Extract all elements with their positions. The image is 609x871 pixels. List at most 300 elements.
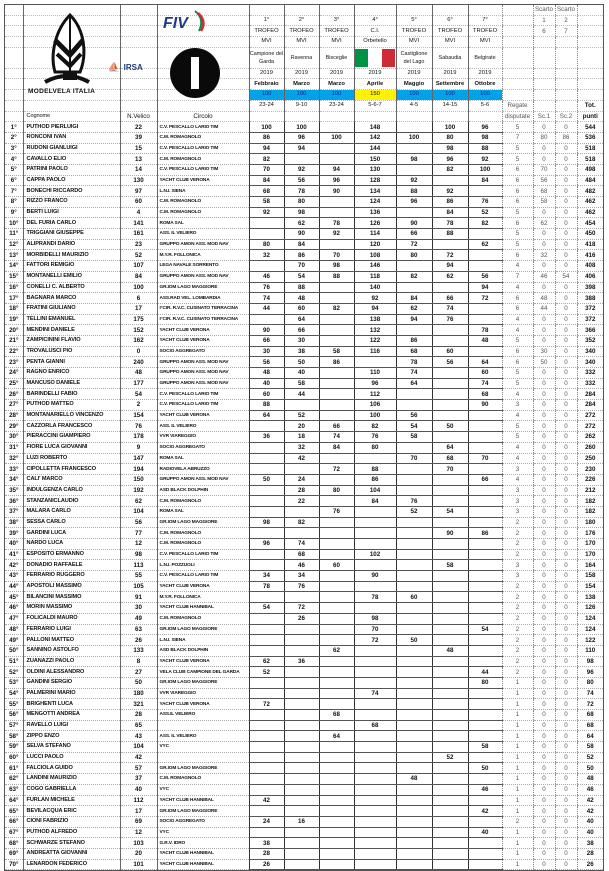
position: 62° [5,774,23,785]
cell [284,111,319,122]
race-4-score [354,763,396,774]
race-number: 5° [396,15,432,26]
sailor-name: CAPPA PAOLO [23,175,120,186]
race-1-score: 78 [249,581,284,592]
race-2-score: 60 [284,303,319,314]
races-sailed: 5 [502,143,533,154]
race-6-score: 60 [432,346,468,357]
discard-1: 0 [533,731,555,742]
position: 55° [5,699,23,710]
races-sailed: 1 [502,731,533,742]
race-2-score [284,859,319,870]
position: 65° [5,806,23,817]
race-4-score [354,795,396,806]
discard-2: 0 [555,806,577,817]
races-sailed: 1 [502,827,533,838]
race-5-score: 76 [396,496,432,507]
race-5-score [396,571,432,582]
race-4-score: 150 [354,154,396,165]
standings-row [5,528,603,539]
race-3-score: 72 [319,464,354,475]
race-5-score [396,731,432,742]
club: YACHT CLUB HANNIBAL [157,795,249,806]
position: 5° [5,164,23,175]
discard-2: 0 [555,624,577,635]
discard-1: 0 [533,784,555,795]
standings-row [5,688,603,699]
race-dates: 5-6-7 [354,100,396,111]
race-4-score: 80 [354,442,396,453]
sail-number: 8 [120,656,157,667]
race-1-score [249,218,284,229]
race-2-score: 56 [284,175,319,186]
sailor-name: BILANCINI MASSIMO [23,592,120,603]
sail-number: 50 [120,677,157,688]
cell [555,47,577,68]
modelvela-label: MODELVELA ITALIA [28,88,96,95]
race-1-score [249,485,284,496]
sailor-name: ZUANAZZI PAOLO [23,656,120,667]
race-3-score [319,859,354,870]
club: ROMA SAL [157,506,249,517]
race-6-score: 84 [432,207,468,218]
race-5-score [396,560,432,571]
race-2-score: 46 [284,560,319,571]
race-3-score [319,400,354,411]
position: 2° [5,132,23,143]
discard-2: 0 [555,539,577,550]
cell [502,47,533,68]
race-3-score [319,143,354,154]
discard-1: 0 [533,239,555,250]
race-6-score: 58 [432,560,468,571]
discard-1: 0 [533,571,555,582]
race-5-score [396,282,432,293]
position: 40° [5,539,23,550]
discard-2: 0 [555,250,577,261]
races-sailed: 3 [502,485,533,496]
race-place: Belgirate [468,47,502,68]
discard-1: 0 [533,154,555,165]
race-2-score: 30 [284,335,319,346]
standings-row [5,816,603,827]
race-6-score [432,806,468,817]
race-7-score [468,442,502,453]
race-4-score [354,645,396,656]
races-sailed: 5 [502,239,533,250]
club: C.M. ROMAGNOLO [157,207,249,218]
cell [354,5,396,15]
cell [555,100,577,111]
race-7-score: 84 [468,175,502,186]
race-7-score [468,592,502,603]
race-3-score: 80 [319,485,354,496]
race-2-score: 48 [284,293,319,304]
race-2-score [284,506,319,517]
club: GRUPPO AMON ASS. MOD NAV [157,239,249,250]
race-4-score: 124 [354,197,396,208]
position: 52° [5,667,23,678]
race-7-score [468,464,502,475]
race-6-score [432,720,468,731]
race-7-score [468,720,502,731]
race-6-score: 88 [432,229,468,240]
race-6-score [432,838,468,849]
standings-row [5,378,603,389]
race-6-score [432,282,468,293]
races-sailed: 2 [502,528,533,539]
total-points: 272 [577,421,603,432]
discard-1: 0 [533,688,555,699]
races-sailed: 4 [502,314,533,325]
discard-1: 0 [533,368,555,379]
race-4-score: 98 [354,613,396,624]
club: C.M. ROMAGNOLO [157,496,249,507]
race-3-score [319,368,354,379]
standings-row [5,731,603,742]
race-7-score: 68 [468,389,502,400]
race-2-score [284,688,319,699]
race-dates: 4-5 [396,100,432,111]
race-2-score: 32 [284,442,319,453]
discard-2: 0 [555,175,577,186]
race-4-score: 70 [354,624,396,635]
discard-1: 62 [533,218,555,229]
races-sailed: 6 [502,197,533,208]
race-6-score [432,699,468,710]
race-month: Aprile [354,79,396,90]
sailor-name: APOSTOLI MASSIMO [23,581,120,592]
race-4-score: 84 [354,496,396,507]
race-4-score [354,528,396,539]
race-1-score [249,774,284,785]
race-2-score [284,827,319,838]
race-year: 2019 [319,68,354,79]
race-5-score: 50 [396,635,432,646]
irsa-label: IRSA [123,63,143,72]
discard-2: 0 [555,218,577,229]
sail-number: 22 [120,122,157,133]
discard-1: 0 [533,752,555,763]
races-sailed: 1 [502,710,533,721]
discard-1: 0 [533,517,555,528]
race-5-score: 60 [396,592,432,603]
sail-number: 48 [120,368,157,379]
race-3-score [319,624,354,635]
race-type: C.I. [354,26,396,37]
standings-row [5,635,603,646]
race-4-score: 140 [354,282,396,293]
race-organizer: MVI [468,37,502,48]
club: GR.IOM LAGO MAGGIORE [157,282,249,293]
races-sailed: 2 [502,656,533,667]
position: 27° [5,400,23,411]
sailor-name: CIONI FABRIZIO [23,816,120,827]
races-sailed: 2 [502,539,533,550]
race-1-score [249,442,284,453]
race-4-score [354,859,396,870]
sail-number: 2 [120,400,157,411]
race-2-score [284,752,319,763]
race-7-score [468,560,502,571]
sail-number: 107 [120,261,157,272]
race-1-score: 84 [249,175,284,186]
race-6-score [432,848,468,859]
club: ASS. IL VELIERO [157,229,249,240]
race-5-score [396,710,432,721]
total-points: 68 [577,720,603,731]
club: C.V. PESCALLO LARIO TIM [157,571,249,582]
cell [502,15,533,26]
race-6-score: 48 [432,645,468,656]
total-points: 74 [577,688,603,699]
total-points: 96 [577,667,603,678]
race-6-score: 76 [432,314,468,325]
total-points: 80 [577,677,603,688]
race-number: 7° [468,15,502,26]
race-7-score [468,645,502,656]
races-sailed: 2 [502,624,533,635]
discard-1: 0 [533,207,555,218]
races-sailed: 6 [502,175,533,186]
race-1-score: 30 [249,346,284,357]
race-7-score: 92 [468,154,502,165]
race-1-score: 42 [249,795,284,806]
discard-1: 0 [533,485,555,496]
discard-2: 0 [555,164,577,175]
races-sailed: 1 [502,838,533,849]
race-year: 2019 [396,68,432,79]
sail-number: 37 [120,774,157,785]
position: 10° [5,218,23,229]
race-1-score [249,677,284,688]
position: 54° [5,688,23,699]
sail-number: 147 [120,453,157,464]
cell [533,37,555,48]
cell [577,47,603,68]
club: C.V. PESCALLO LARIO TIM [157,389,249,400]
race-3-score [319,838,354,849]
scarto-2-race: 7 [555,26,577,37]
races-sailed: 2 [502,603,533,614]
race-coefficient: 100 [319,90,354,101]
race-4-score [354,453,396,464]
race-3-score [319,410,354,421]
race-4-score [354,848,396,859]
standings-row [5,271,603,282]
race-4-score [354,816,396,827]
discard-1: 0 [533,496,555,507]
total-points: 482 [577,186,603,197]
race-4-score: 144 [354,143,396,154]
race-7-score [468,346,502,357]
club: SOCIO AGGREGATO [157,816,249,827]
discard-2: 0 [555,432,577,443]
sail-number: 4 [120,207,157,218]
club: GR.IOM LAGO MAGGIORE [157,806,249,817]
race-5-score: 100 [396,132,432,143]
standings-row [5,143,603,154]
race-7-score: 42 [468,806,502,817]
discard-1: 0 [533,806,555,817]
race-5-score: 94 [396,314,432,325]
discard-2: 0 [555,442,577,453]
race-7-score [468,539,502,550]
discard-2: 0 [555,293,577,304]
discard-2: 0 [555,656,577,667]
position: 7° [5,186,23,197]
race-7-score [468,848,502,859]
race-5-score: 84 [396,293,432,304]
sailor-name: ALIPRANDI DARIO [23,239,120,250]
race-3-score [319,581,354,592]
race-2-score [284,710,319,721]
position: 16° [5,282,23,293]
club: YACHT CLUB VERONA [157,699,249,710]
sailor-name: CALI' MARCO [23,474,120,485]
race-6-score [432,496,468,507]
race-dates: 23-24 [319,100,354,111]
sail-number: 43 [120,731,157,742]
discard-2: 0 [555,795,577,806]
sail-number: 28 [120,710,157,721]
cell [502,79,533,90]
club: YACHT CLUB HANNIBAL [157,603,249,614]
race-7-score [468,613,502,624]
discard-2: 0 [555,517,577,528]
discard-2: 0 [555,400,577,411]
race-4-score [354,699,396,710]
race-7-score [468,731,502,742]
race-coefficient: 100 [468,90,502,101]
standings-row [5,421,603,432]
races-sailed: 5 [502,229,533,240]
discard-1: 70 [533,164,555,175]
race-4-score: 132 [354,325,396,336]
total-points: 372 [577,303,603,314]
total-points: 122 [577,635,603,646]
club: SOCIO AGGREGATO [157,442,249,453]
cell [284,5,319,15]
club: C.V. PESCALLO LARIO TIM [157,164,249,175]
total-points: 372 [577,314,603,325]
race-6-score [432,378,468,389]
sailor-name: DEL FURIA CARLO [23,218,120,229]
club: ASS.IL VELIERO [157,710,249,721]
race-1-score: 72 [249,699,284,710]
standings-row [5,474,603,485]
discard-1: 0 [533,592,555,603]
race-organizer: Orbetello [354,37,396,48]
race-3-score: 70 [319,250,354,261]
race-1-score [249,506,284,517]
race-7-score [468,581,502,592]
discard-2: 54 [555,271,577,282]
race-4-score [354,774,396,785]
race-type: TROFEO [468,26,502,37]
race-4-score [354,838,396,849]
race-7-score [468,603,502,614]
standings-row [5,335,603,346]
race-6-score [432,667,468,678]
club: M.Y.R. FOLLONICA [157,592,249,603]
race-6-score [432,816,468,827]
discard-2: 0 [555,763,577,774]
sailor-name: RUDONI GIANLUIGI [23,143,120,154]
race-2-score: 98 [284,207,319,218]
club: YACHT CLUB VERONA [157,656,249,667]
standings-row [5,325,603,336]
position: 38° [5,517,23,528]
race-7-score: 78 [468,325,502,336]
club: GRUPPO AMON ASS. MOD NAV [157,368,249,379]
discard-1: 0 [533,539,555,550]
race-7-score [468,816,502,827]
race-2-score: 74 [284,539,319,550]
race-1-score [249,752,284,763]
scarto-1-label: Scarto [533,5,555,15]
club: GRUPPO AMON ASS. MOD NAV [157,474,249,485]
race-3-score [319,239,354,250]
race-6-score: 68 [432,453,468,464]
sail-number: 39 [120,132,157,143]
race-6-score [432,410,468,421]
discard-1: 0 [533,656,555,667]
sail-number: 194 [120,464,157,475]
races-sailed: 6 [502,346,533,357]
sail-number: 98 [120,549,157,560]
standings-row [5,806,603,817]
race-3-score [319,742,354,753]
sailor-name: FERRARIO LUIGI [23,624,120,635]
race-7-score [468,314,502,325]
standings-row [5,742,603,753]
race-3-score [319,517,354,528]
race-3-score [319,539,354,550]
position: 19° [5,314,23,325]
club [157,720,249,731]
race-2-score [284,720,319,731]
total-points: 398 [577,282,603,293]
races-sailed: 6 [502,303,533,314]
race-3-score [319,784,354,795]
standings-row [5,539,603,550]
races-sailed: 2 [502,635,533,646]
club: I°CIR. R.V.C. CUSINATO TERRACINA [157,314,249,325]
race-3-score [319,613,354,624]
race-6-score [432,389,468,400]
sailor-name: INDULGENZA CARLO [23,485,120,496]
position: 39° [5,528,23,539]
sail-number: 30 [120,603,157,614]
club: ASD BLACK DOLPHIN [157,485,249,496]
race-organizer: MVI [396,37,432,48]
club: YACHT CLUB VERONA [157,410,249,421]
sail-number: 240 [120,357,157,368]
cell [555,68,577,79]
sailor-name: PENTA GIANNI [23,357,120,368]
position: 60° [5,752,23,763]
club: VYC [157,784,249,795]
race-1-score [249,453,284,464]
standings-row [5,282,603,293]
sailor-name: PUTHOD ALFREDO [23,827,120,838]
standings-row [5,592,603,603]
race-2-score [284,848,319,859]
race-4-score: 104 [354,485,396,496]
race-1-score: 32 [249,250,284,261]
total-points: 284 [577,389,603,400]
